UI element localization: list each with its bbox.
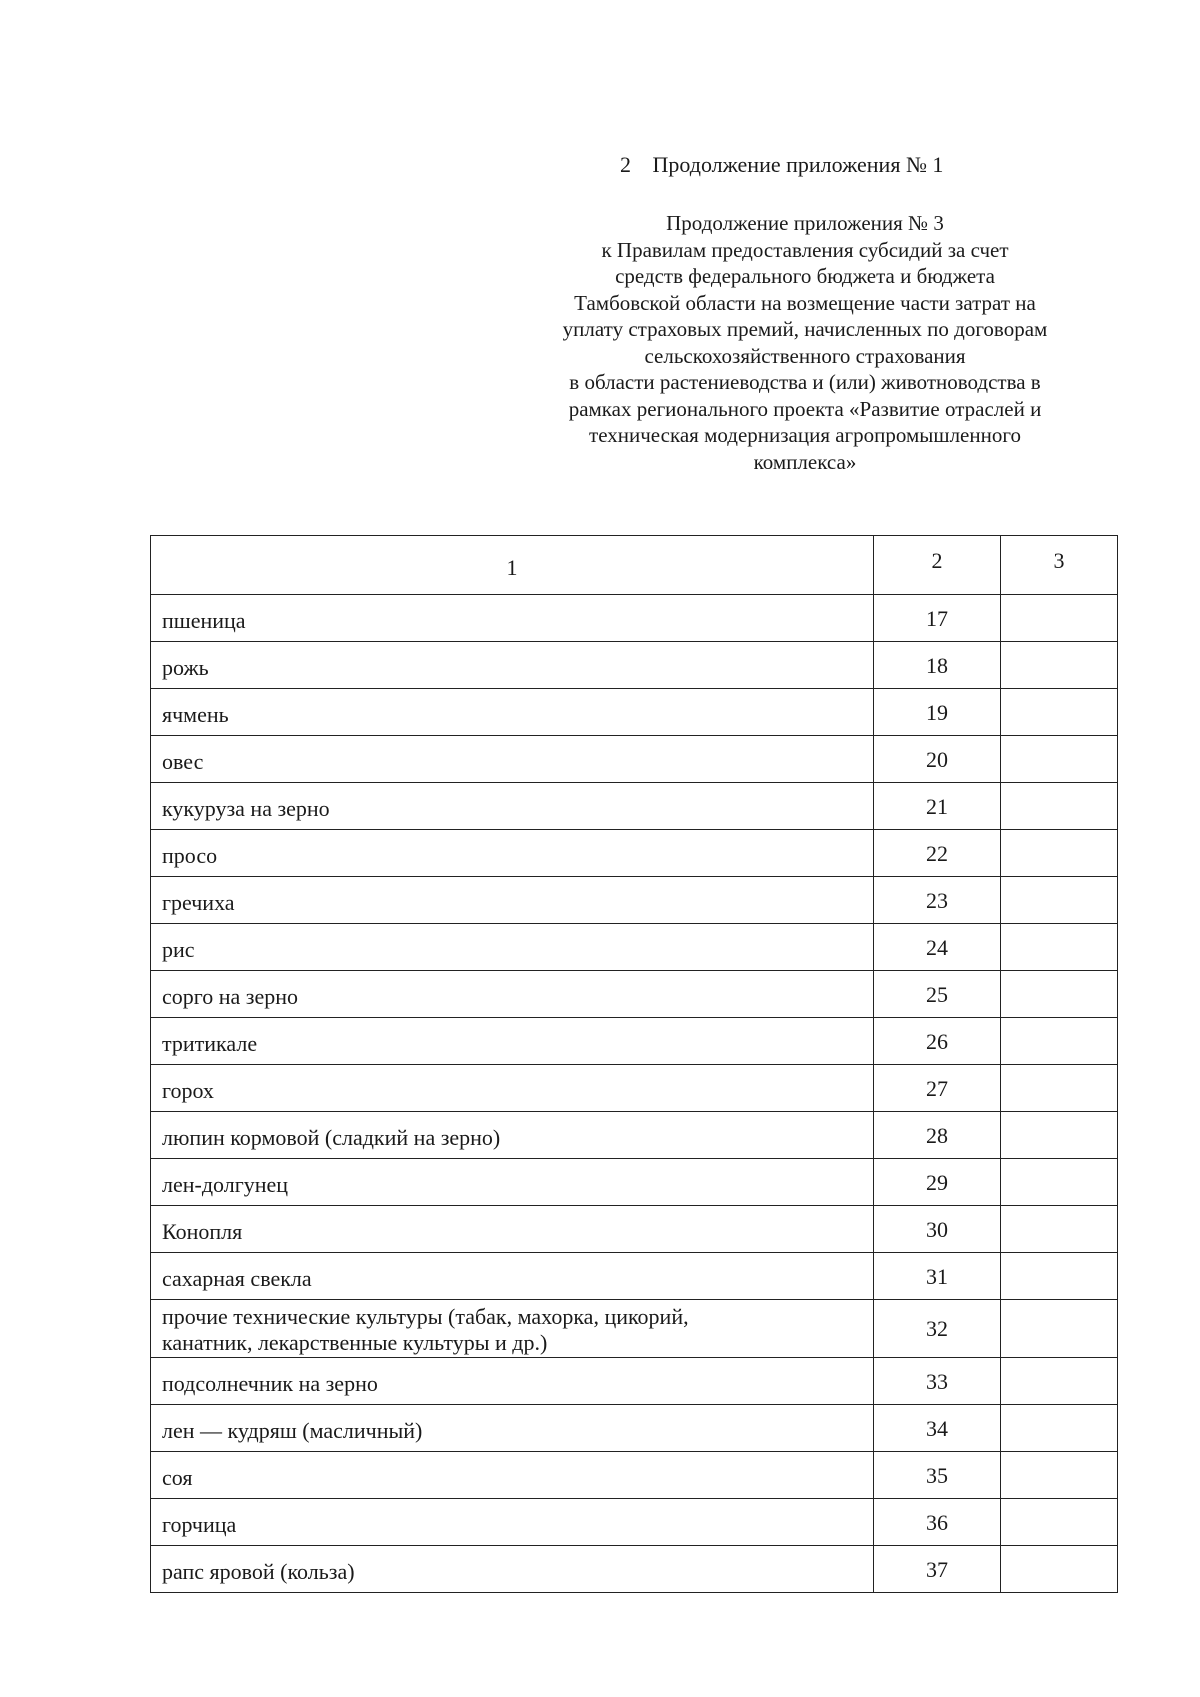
appendix-line: к Правилам предоставления субсидий за счет [601,237,1009,262]
row-code: 18 [874,642,1001,689]
crop-name: овес [151,736,874,783]
row-code: 36 [874,1499,1001,1546]
row-code: 24 [874,924,1001,971]
appendix-heading [510,210,1100,475]
crop-name: кукуруза на зерно [151,783,874,830]
row-code: 17 [874,595,1001,642]
continuation-title: Продолжение приложения № 1 [652,152,944,177]
crop-name: лен-долгунец [151,1159,874,1206]
appendix-line: сельскохозяйственного страхования [644,343,966,368]
table-row [151,924,1118,971]
row-code: 30 [874,1206,1001,1253]
appendix-line: уплату страховых премий, начисленных по договорам [562,317,1048,341]
row-value [1001,595,1118,642]
row-value [1001,1546,1118,1593]
table-row [151,1253,1118,1300]
table-row [151,1452,1118,1499]
table-row [151,783,1118,830]
row-value [1001,783,1118,830]
crop-name: пшеница [151,595,874,642]
appendix-line: комплекса» [753,449,857,474]
table-row [151,1405,1118,1452]
crop-name: ячмень [151,689,874,736]
table-row [151,1499,1118,1546]
row-code: 25 [874,971,1001,1018]
crop-name: сахарная свекла [151,1253,874,1300]
crop-name-line: прочие технические культуры (табак, махорка, цикорий, [162,1303,689,1329]
appendix-line: в области растениеводства и (или) животноводства в [569,370,1041,394]
row-value [1001,736,1118,783]
row-code: 22 [874,830,1001,877]
crop-name: просо [151,830,874,877]
crop-name: лен — кудряш (масличный) [151,1405,874,1452]
crops-table-container [150,535,1117,1593]
table-row [151,1300,1118,1358]
row-code: 35 [874,1452,1001,1499]
crop-name: горчица [151,1499,874,1546]
row-code: 32 [874,1300,1001,1358]
crops-table [150,535,1118,1593]
row-code: 33 [874,1358,1001,1405]
crop-name: сорго на зерно [151,971,874,1018]
column-header: 3 [1001,536,1118,595]
column-header: 1 [151,536,874,595]
table-row [151,1159,1118,1206]
row-code: 20 [874,736,1001,783]
row-value [1001,1206,1118,1253]
crop-name: тритикале [151,1018,874,1065]
row-code: 23 [874,877,1001,924]
row-value [1001,1358,1118,1405]
row-code: 21 [874,783,1001,830]
appendix-line: Продолжение приложения № 3 [666,211,944,235]
crop-name: рапс яровой (кольза) [151,1546,874,1593]
crop-name [151,1300,874,1358]
row-value [1001,1065,1118,1112]
table-row [151,1112,1118,1159]
row-code: 27 [874,1065,1001,1112]
row-value [1001,1159,1118,1206]
table-row [151,1065,1118,1112]
page-number: 2 [620,152,631,177]
appendix-line: техническая модернизация агропромышленного [589,423,1021,447]
appendix-line: рамках регионального проекта «Развитие отраслей и [568,396,1042,421]
row-value [1001,830,1118,877]
table-row [151,736,1118,783]
crop-name: гречиха [151,877,874,924]
crop-name: рожь [151,642,874,689]
row-value [1001,1452,1118,1499]
table-row [151,1206,1118,1253]
appendix-line: Тамбовской области на возмещение части затрат на [574,290,1036,315]
row-code: 31 [874,1253,1001,1300]
row-value [1001,642,1118,689]
appendix-line: средств федерального бюджета и бюджета [615,264,995,288]
row-value [1001,1112,1118,1159]
row-code: 19 [874,689,1001,736]
row-value [1001,1405,1118,1452]
row-code: 34 [874,1405,1001,1452]
crop-name: люпин кормовой (сладкий на зерно) [151,1112,874,1159]
row-value [1001,1499,1118,1546]
crop-name: подсолнечник на зерно [151,1358,874,1405]
crop-name: соя [151,1452,874,1499]
table-row [151,830,1118,877]
table-row [151,877,1118,924]
row-code: 26 [874,1018,1001,1065]
row-value [1001,971,1118,1018]
table-row [151,689,1118,736]
page-header [620,152,943,178]
row-value [1001,924,1118,971]
crop-name-line: канатник, лекарственные культуры и др.) [162,1329,548,1355]
row-code: 37 [874,1546,1001,1593]
row-value [1001,689,1118,736]
row-value [1001,1300,1118,1358]
crop-name: горох [151,1065,874,1112]
crop-name: Конопля [151,1206,874,1253]
table-row [151,1358,1118,1405]
table-row [151,1546,1118,1593]
table-row [151,971,1118,1018]
row-value [1001,1253,1118,1300]
row-code: 29 [874,1159,1001,1206]
table-header-row [151,536,1118,595]
table-row [151,1018,1118,1065]
table-row [151,642,1118,689]
row-value [1001,1018,1118,1065]
column-header: 2 [874,536,1001,595]
crop-name: рис [151,924,874,971]
row-value [1001,877,1118,924]
table-row [151,595,1118,642]
row-code: 28 [874,1112,1001,1159]
